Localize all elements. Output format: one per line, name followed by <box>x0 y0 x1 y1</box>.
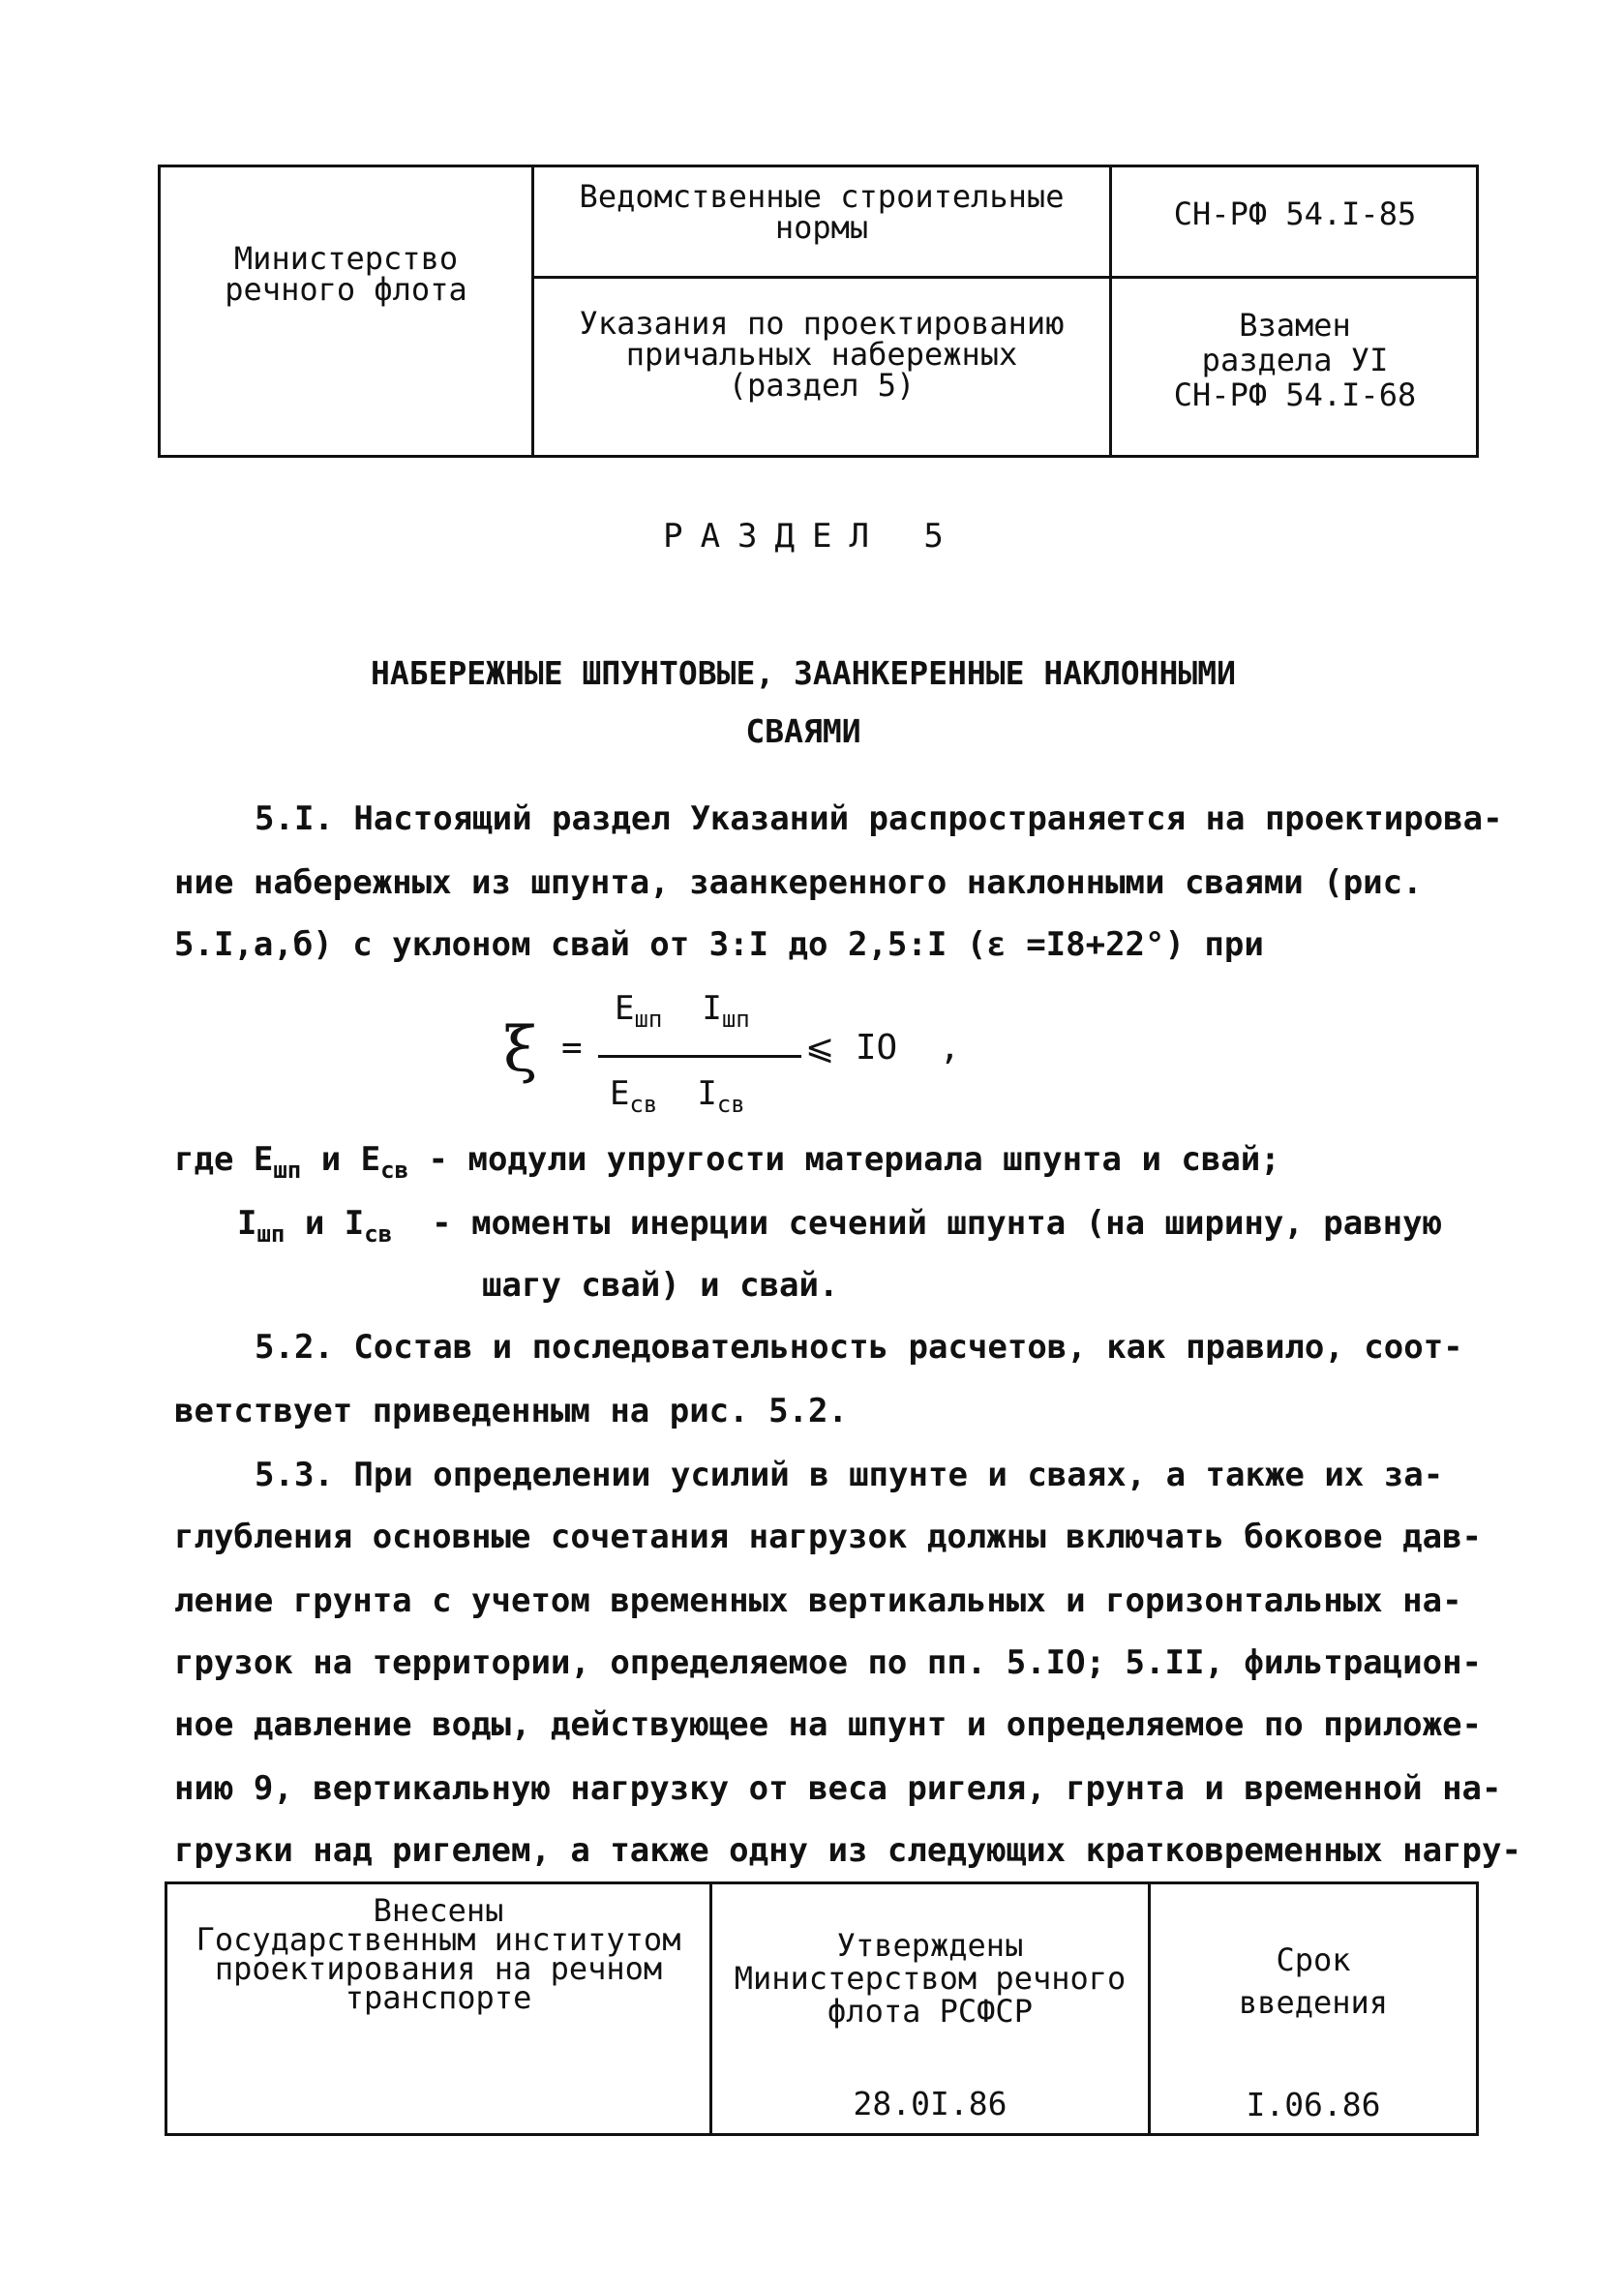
p53-line-1: 5.3. При определении усилий в шпунте и сваях, а также их за- <box>255 1456 1444 1494</box>
p52-line-2: ветствует приведенным на рис. 5.2. <box>174 1392 848 1430</box>
p53-line-6: нию 9, вертикальную нагрузку от веса ригеля, грунта и временной на- <box>174 1769 1502 1808</box>
header-ministry: Министерство речного флота <box>225 240 467 308</box>
header-divider-horizontal <box>531 276 1476 279</box>
formula-numerator: $E_{шп}$ $I_{шп}$ <box>615 989 750 1033</box>
p51-line-2: ние набережных из шпунта, заанкеренного наклонными сваями (рис. <box>174 863 1423 902</box>
footer-approved <box>712 1896 1148 2153</box>
footer-effective-label: Срок введения <box>1238 1941 1389 2021</box>
footer-table <box>165 1881 1479 2136</box>
where-line-3: шагу свай) и свай. <box>482 1266 839 1305</box>
p53-line-2: глубления основные сочетания нагрузок должны включать боковое дав- <box>174 1518 1483 1556</box>
formula-fraction-bar <box>598 1055 801 1058</box>
section-label: РАЗДЕЛ 5 <box>663 517 961 556</box>
header-doc-type: Ведомственные строительные нормы <box>579 178 1065 246</box>
footer-approved-label: Утверждены <box>836 1927 1024 1964</box>
formula-equals: = <box>561 1028 583 1068</box>
p53-line-3: ление грунта с учетом временных вертикальных и горизонтальных на- <box>174 1581 1462 1620</box>
formula-xi-symbol: ξ <box>503 1014 538 1086</box>
where-line-1: где $E_{шп}$ и $E_{св}$ - модули упругости материала шпунта и свай; <box>174 1140 1280 1184</box>
header-doc-code: СН-РФ 54.I-85 <box>1173 196 1417 232</box>
footer-approved-by: Министерством речного флота РСФСР <box>734 1960 1127 2030</box>
p51-line-3: 5.I,а,б) с уклоном свай от 3:I до 2,5:I (ε =I8+22°) при <box>174 925 1264 964</box>
formula-limit: ⩽ IO , <box>805 1028 961 1068</box>
stiffness-ratio-formula <box>503 987 1007 1132</box>
footer-effective-date: I.06.86 <box>1246 2086 1381 2123</box>
p53-line-4: грузок на территории, определяемое по пп. 5.IO; 5.II, фильтрацион- <box>174 1643 1483 1682</box>
p53-line-5: ное давление воды, действующее на шпунт и определяемое по приложе- <box>174 1705 1483 1744</box>
where-line-2: $I_{шп}$ и $I_{св}$ - моменты инерции сечений шпунта (на ширину, равную <box>237 1204 1443 1248</box>
section-title: НАБЕРЕЖНЫЕ ШПУНТОВЫЕ, ЗААНКЕРЕННЫЕ НАКЛОННЫМИ СВАЯМИ <box>370 654 1237 750</box>
header-table <box>158 165 1479 458</box>
footer-introduced: Внесены Государственным институтом проектирования на речном транспорте <box>195 1892 681 2016</box>
footer-approved-date: 28.0I.86 <box>853 2085 1007 2122</box>
formula-denominator: $E_{св}$ $I_{св}$ <box>610 1074 745 1118</box>
header-replaces: Взамен раздела УI СН-РФ 54.I-68 <box>1173 307 1417 413</box>
p52-line-1: 5.2. Состав и последовательность расчетов, как правило, соот- <box>255 1328 1463 1367</box>
footer-effective <box>1151 1896 1476 2169</box>
p53-line-7: грузки над ригелем, а также одну из следующих кратковременных нагру- <box>174 1831 1521 1870</box>
p51-line-1: 5.I. Настоящий раздел Указаний распространяется на проектирова- <box>255 799 1503 838</box>
header-doc-title: Указания по проектированию причальных набережных (раздел 5) <box>579 305 1065 404</box>
